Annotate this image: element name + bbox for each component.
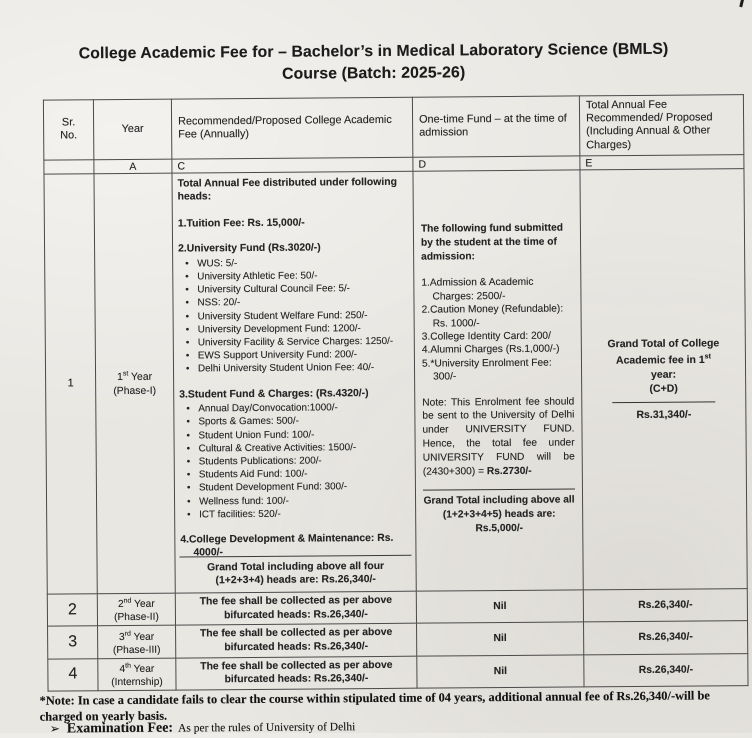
list-item: • ICT facilities: 520/- [180, 507, 410, 522]
year-ordinal: th [125, 662, 132, 670]
e-line2-text: Academic fee in 1 [615, 353, 705, 367]
year-number: 1 [117, 372, 123, 384]
list-item: • Wellness fund: 100/- [180, 493, 410, 508]
list-item: • Cultural & Creative Activities: 1500/- [180, 440, 410, 455]
year-text [119, 631, 154, 642]
row1-year [94, 173, 175, 594]
onetime-fund-items [421, 276, 574, 384]
note-amount: Rs.2730/- [486, 465, 532, 477]
list-item: • Sports & Games: 500/- [179, 414, 409, 429]
list-item: 5.*University Enrolment Fee: 300/- [421, 357, 552, 383]
row-onetime-value: Nil [417, 622, 584, 656]
list-item: • Student Development Fund: 300/- [180, 480, 410, 495]
year-word: Year [131, 598, 155, 611]
onetime-fund-intro: The following fund submitted by the student at the time of admission: [420, 222, 564, 263]
fee-table [43, 94, 749, 691]
examination-fee-text: As per the rules of University of Delhi [178, 721, 356, 735]
list-item: 3.College Identity Card: 200/ [421, 330, 551, 343]
fee-distribution-intro: Total Annual Fee distributed under following heads: [177, 176, 397, 203]
page-title [0, 38, 750, 88]
list-item: • WUS: 5/- [178, 256, 408, 271]
header-total-annual-fee: Total Annual Fee Recommended/ Proposed (Including Annual & Other Charges) [579, 95, 743, 156]
row-fee-text: The fee shall be collected as per above bifurcated heads: Rs.26,340/- [176, 656, 417, 690]
year-text [117, 372, 152, 383]
year-word: Year [130, 631, 155, 643]
section-items [178, 256, 409, 377]
row-onetime-value: Nil [416, 590, 583, 624]
list-item: 1.Admission & Academic Charges: 2500/- [421, 277, 534, 303]
header-onetime-fund: One-time Fund – at the time of admission [412, 96, 579, 157]
section-items [179, 401, 410, 522]
subheader-c: C [172, 157, 413, 173]
subheader-a: A [94, 159, 172, 174]
row-onetime-value: Nil [417, 654, 584, 688]
section-heading: 4.College Development & Maintenance: Rs. 4000/- [180, 532, 394, 559]
note-text: Note: This Enrolment fee should be sent to the University of Delhi under UNIVERSITY FUND. Hence, the total fee under UNIVERSITY FUND will be (2430+300) = [422, 395, 575, 478]
list-item: • Students Aid Fund: 100/- [180, 467, 410, 482]
fee-section-student-fund [179, 386, 410, 521]
table-row-year4 [48, 653, 748, 691]
list-item: • University Cultural Council Fee: 5/- [178, 282, 408, 297]
year-number: 4 [119, 663, 126, 676]
e-total-amount: Rs.31,340/- [636, 408, 692, 421]
e-total-line3: year: [650, 368, 677, 381]
year-phase: (Phase-I) [113, 385, 157, 398]
list-item: • Student Union Fund: 100/- [179, 427, 409, 442]
year-ordinal: nd [123, 597, 132, 605]
examination-fee-line [50, 717, 356, 737]
row-year [97, 593, 175, 626]
section-heading: 3.Student Fund & Charges: (Rs.4320/-) [179, 387, 369, 401]
table-row-year3 [48, 621, 748, 659]
enrolment-fee-note [422, 395, 575, 479]
row1-total-annual-cell [580, 168, 747, 589]
year-word: Year [130, 663, 155, 675]
row-total-value: Rs.26,340/- [584, 621, 748, 655]
list-item: • Annual Day/Convocation:1000/- [179, 401, 409, 416]
fee-section-university-fund [178, 241, 409, 376]
year-phase: (Internship) [111, 676, 163, 689]
list-item: 4.Alumni Charges (Rs.1,000/-) [421, 343, 560, 356]
subheader-d: D [413, 156, 580, 171]
row-fee-text: The fee shall be collected as per above bifurcated heads: Rs.26,340/- [175, 591, 416, 625]
e-line2-ordinal: st [704, 353, 711, 361]
title-line-2: Course (Batch: 2025-26) [282, 64, 466, 83]
list-item: • NSS: 20/- [178, 295, 408, 310]
row-total-value: Rs.26,340/- [583, 588, 747, 622]
row-sr-no: 3 [48, 626, 98, 659]
list-item: • University Development Fund: 1200/- [179, 322, 409, 337]
list-item: • Students Publications: 200/- [180, 454, 410, 469]
row-fee-text: The fee shall be collected as per above bifurcated heads: Rs.26,340/- [176, 623, 417, 657]
row-year [98, 625, 176, 658]
header-sr-no: Sr. No. [43, 100, 93, 160]
e-total-line4: (C+D) [649, 382, 678, 395]
row1-recommended-fee-cell [172, 171, 416, 593]
list-item: • University Facility & Service Charges: 1250/- [179, 335, 409, 350]
column-c-grand-total: Grand Total including above all four (1+2+3+4) heads are: Rs.26,340/- [179, 555, 411, 591]
row1-onetime-fund-cell [413, 170, 583, 591]
year-ordinal: rd [124, 630, 131, 638]
fee-section-tuition [178, 216, 408, 231]
section-heading: 2.University Fund (Rs.3020/-) [178, 242, 321, 255]
year-text [118, 599, 155, 610]
subheader-blank [44, 160, 94, 174]
header-year: Year [93, 99, 171, 159]
list-item: • Delhi University Student Union Fee: 40/- [179, 361, 409, 376]
year-word: Year [128, 371, 153, 383]
year-number: 3 [118, 631, 125, 643]
year-phase: (Phase-II) [114, 611, 159, 624]
total-separator-line [612, 401, 715, 403]
examination-fee-label: Examination Fee: [66, 720, 174, 737]
header-recommended-fee: Recommended/Proposed College Academic Fee (Annually) [171, 97, 412, 159]
header-row [43, 95, 743, 160]
year-ordinal: st [122, 370, 129, 378]
subheader-e: E [580, 154, 744, 169]
table-row-year1 [44, 168, 747, 593]
e-total-line1: Grand Total of College [607, 337, 720, 351]
row1-sr-no: 1 [44, 174, 97, 594]
list-item: • EWS Support University Fund: 200/- [179, 348, 409, 363]
e-total-line2 [592, 350, 735, 368]
scan-artifact-mark [739, 0, 744, 7]
row-year [98, 658, 176, 691]
onetime-fund-content [420, 170, 575, 587]
footnote: *Note: In case a candidate fails to clear the course within stipulated time of 04 years, additional annual fee of Rs.26,340/-will be charged on yearly basis. [39, 688, 710, 724]
title-line-1: College Academic Fee for – Bachelor’s in Medical Laboratory Science (BMLS) [78, 40, 669, 63]
column-d-grand-total: Grand Total including above all (1+2+3+4+5) heads are: Rs.5,000/- [423, 489, 575, 537]
row-sr-no: 4 [48, 658, 98, 691]
row-sr-no: 2 [47, 594, 97, 627]
year-phase: (Phase-III) [112, 644, 161, 656]
section-heading: 1.Tuition Fee: Rs. 15,000/- [177, 217, 305, 230]
table-row-year2 [47, 588, 747, 626]
row-total-value: Rs.26,340/- [584, 653, 748, 687]
list-item: 2.Caution Money (Refundable): Rs. 1000/- [421, 303, 564, 330]
arrow-bullet-icon: ➢ [49, 721, 60, 736]
list-item: • University Student Welfare Fund: 250/- [179, 308, 409, 323]
list-item: • University Athletic Fee: 50/- [178, 269, 408, 284]
year-number: 2 [117, 599, 124, 611]
year-text [119, 664, 154, 675]
